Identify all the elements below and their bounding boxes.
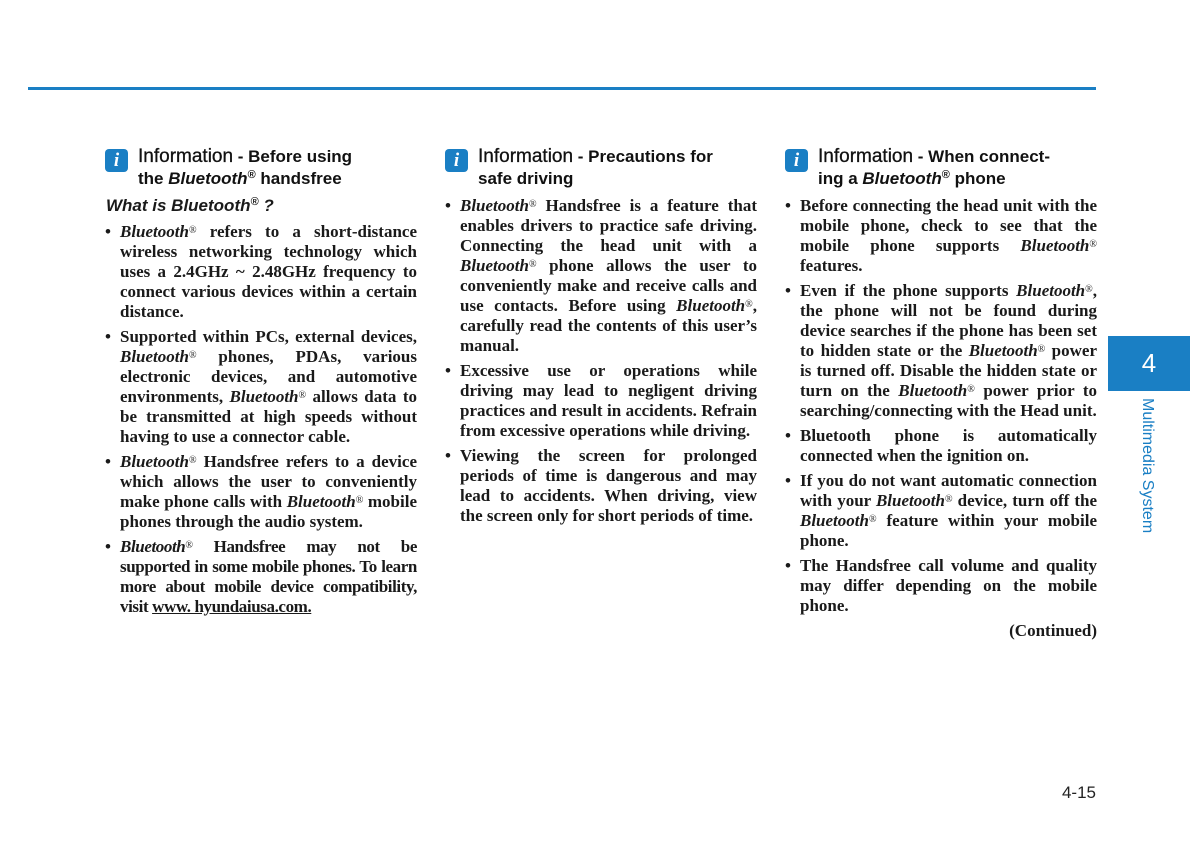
list-item: • If you do not want automatic connection with your Bluetooth® device, turn off the Bluetooth® feature within your mobile phone. xyxy=(785,471,1097,551)
chapter-number: 4 xyxy=(1141,348,1157,378)
list-item: • Supported within PCs, external devices, Bluetooth® phones, PDAs, various electronic devices, and automotive environments, Bluetooth® allows data to be transmitted at high speeds without having to use a connector cable. xyxy=(105,327,417,447)
column-precautions-safe-driving xyxy=(445,146,757,531)
info-icon: i xyxy=(785,149,808,172)
continued-label: (Continued) xyxy=(1009,621,1097,640)
list-item: • Excessive use or operations while driving may lead to negligent driving practices and result in accidents. Refrain from excessive operations while driving. xyxy=(445,361,757,441)
list-item: • The Handsfree call volume and quality may differ depending on the mobile phone. xyxy=(785,556,1097,616)
chapter-tab xyxy=(1108,336,1190,391)
list-item: • Bluetooth® Handsfree refers to a device which allows the user to conveniently make phone calls with Bluetooth® mobile phones through the audio system. xyxy=(105,452,417,532)
hyundai-website-link[interactable]: www. hyundaiusa.com. xyxy=(152,597,312,616)
list-item: • Bluetooth® Handsfree is a feature that enables drivers to practice safe driving. Connecting the head unit with a Bluetooth® phone allows the user to conveniently make and receive calls and use contacts. Before using Bluetooth®, carefully read the contents of this user’s manual. xyxy=(445,196,757,356)
list-item: • Bluetooth® refers to a short-distance wireless networking technology which uses a 2.4GHz ~ 2.48GHz frequency to connect various devices within a certain distance. xyxy=(105,222,417,322)
page-number: 4-15 xyxy=(1061,783,1096,802)
list-item: • Bluetooth phone is automatically connected when the ignition on. xyxy=(785,426,1097,466)
list-item: • Before connecting the head unit with the mobile phone, check to see that the mobile phone supports Bluetooth® features. xyxy=(785,196,1097,276)
info-heading xyxy=(785,146,1097,192)
info-heading xyxy=(445,146,757,192)
column-connecting-bluetooth-phone xyxy=(785,146,1097,641)
bullet-list xyxy=(785,196,1097,616)
column-before-using-bluetooth xyxy=(105,146,417,622)
list-item: • Viewing the screen for prolonged periods of time is dangerous and may lead to accidents. When driving, view the screen only for short periods of time. xyxy=(445,446,757,526)
info-icon: i xyxy=(445,149,468,172)
info-heading xyxy=(105,146,417,192)
subheading-what-is-bluetooth: What is Bluetooth® ? xyxy=(106,196,274,215)
section-side-label: Multimedia System xyxy=(1139,398,1156,534)
info-title: Information - Before using the Bluetooth® handsfree xyxy=(138,146,353,188)
header-rule xyxy=(28,87,1096,90)
list-item: • Bluetooth® Handsfree may not be supported in some mobile phones. To learn more about mobile device compatibility, visit www. hyundaiusa.com. xyxy=(105,537,417,617)
info-icon: i xyxy=(105,149,128,172)
list-item: • Even if the phone supports Bluetooth®, the phone will not be found during device searches if the phone has been set to hidden state or the Bluetooth® power is turned off. Disable the hidden state or turn on the Bluetooth® power prior to searching/connecting with the Head unit. xyxy=(785,281,1097,421)
info-title: Information - Precautions for safe driving xyxy=(478,146,713,188)
info-title: Information - When connect- ing a Bluetooth® phone xyxy=(818,146,1050,188)
bullet-list xyxy=(445,196,757,526)
bullet-list xyxy=(105,222,417,617)
